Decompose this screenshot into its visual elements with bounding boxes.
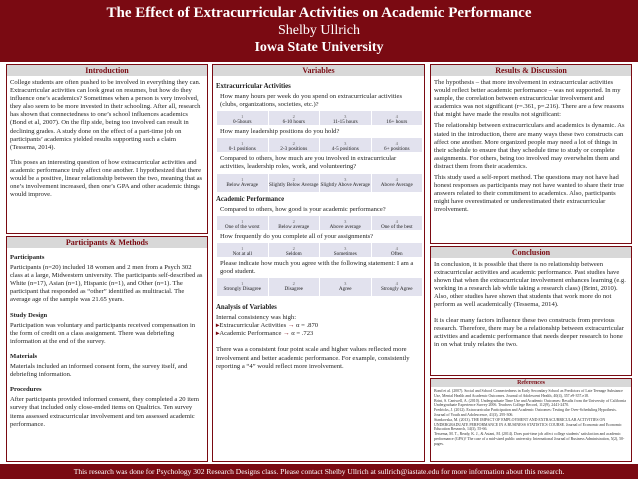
results-paragraph-1: The hypothesis – that more involvement in extracurricular activities would reflect better academic performance – was not supported. In my sample, the correlation between extracurricular involvement and academics was not significant (r=.361, p=.216). There are a few reasons that might have made the results not significant:	[434, 79, 625, 119]
reference-item: Fredricks, J. (2012). Extracurricular Participation and Academic Outcomes: Testing the Over-Scheduling Hypothesis. Journal of Youth and Adolescence, 41(3), 295-306.	[434, 408, 617, 417]
results-body	[431, 76, 631, 225]
introduction-paragraph-1: College students are often pushed to be involved in everything they can. Extracurricular activities can look great on resumes, but how do they influence one’s academics? Sometimes when a person is very involved, they also seem to be more invested in their schooling. After all, research has shown that connectedness to one’s school influences academics (Bond et al, 2007). On the flip side, being too involved can result in declining grades. A study done on the effect of a part-time job on participants’ academics yielded results supporting such a claim (Tessema, 2014).	[10, 79, 201, 151]
references-body	[431, 387, 631, 449]
conclusion-heading: Conclusion	[431, 247, 631, 258]
scale-good-student	[216, 278, 422, 296]
arrow-right-icon: →	[283, 330, 290, 338]
conclusion-body	[431, 258, 631, 359]
materials-text: Materials included an informed consent form, the survey itself, and debriefing information.	[10, 363, 188, 379]
bullet-icon: ▸	[216, 322, 220, 330]
references-heading: References	[431, 379, 631, 387]
reference-item: Tessema, M. T., Ready, K. J., & Astani, M. (2014). Does part-time job affect college students’ satisfaction and academic performance (GPA)? The case of a mid-sized public university. International Journal of Business Administration, 5(2), 50-pages.	[434, 432, 625, 446]
methods-body	[7, 248, 207, 439]
scale-option: 4 One of the best	[371, 216, 423, 230]
procedures-text: After participants provided informed consent, they completed a 20 item survey that included only close-ended items on Qualtrics. Ten survey items assessed extracurricular involvement and ten assessed academic performance.	[10, 396, 199, 428]
reference-item: Stankovska, M. (2013). THE IMPACT OF EMPLOYMENT AND EXTRACURRICULAR ACTIVITIES ON UNDERGRADUATE PERFORMANCE IN A BUSINESS STATISTICS COURSE. Journal of Economic and Economic Education Research, 14(3), 55-66.	[434, 417, 622, 432]
analysis-line-3: ▸Academic Performance → α = .723	[216, 330, 314, 338]
results-box	[430, 64, 632, 244]
question-hours: How many hours per week do you spend on extracurricular activities (clubs, organizations, societies, etc.)?	[220, 93, 403, 109]
scale-option: 3 4-5 positions	[319, 138, 371, 152]
scale-option: 4 16+ hours	[371, 111, 423, 125]
methods-box	[6, 236, 208, 462]
scale-option: 4 Above Average	[371, 174, 423, 192]
introduction-heading: Introduction	[7, 65, 207, 76]
scale-option: 1 0-1 positions	[216, 138, 268, 152]
scale-option: 3 Above average	[319, 216, 371, 230]
scale-leadership	[216, 138, 422, 152]
results-heading: Results & Discussion	[431, 65, 631, 76]
scale-option: 3 Slightly Above Average	[319, 174, 371, 192]
scale-option: 3 Sometimes	[319, 243, 371, 257]
alpha-extracurricular: α = .870	[296, 322, 319, 330]
poster-header	[0, 0, 638, 62]
conclusion-paragraph-1: In conclusion, it is possible that there is no relationship between extracurricular activities and academic performance. Past studies have shown that when the extracurricular involvement enhances learning (e.g. working in a research lab while taking a research class) (Brint, 2010). Also, other studies have shown that students that work more do not perform as well academically (Tessema, 2014).	[434, 261, 626, 309]
scale-option: 1 Strongly Disagree	[216, 278, 268, 296]
alpha-academic: α = .723	[291, 330, 314, 338]
scale-option: 1 One of the worst	[216, 216, 268, 230]
introduction-paragraph-2: This poses an interesting question of how extracurricular activities and academic performance truly affect one another. I hypothesized that there would be a positive, linear relationship between the two, meaning that as one’s involvement increased, then one’s GPA and other academic things would improve.	[10, 158, 203, 199]
reference-item: Brint, S. Cantwell, A. (2010). Undergraduate Time Use and Academic Outcomes: Results from the University of California Undergraduate Experience Survey 2006. Teachers College Record, 112(9), 2441-2470.	[434, 398, 626, 408]
participants-heading: Participants	[10, 254, 45, 261]
reference-item: Bond et al. (2007). Social and School Connectedness in Early Secondary School as Predictors of Late Teenage Substance Use, Mental Health and Academic Outcomes. Journal of Adolescent Health, 40(4), 357.e9-357.e18.	[434, 389, 623, 398]
question-assignments: How frequently do you complete all of your assignments?	[220, 232, 374, 240]
scale-option: 4 6+ positions	[371, 138, 423, 152]
author-name: Shelby Ullrich	[277, 23, 361, 38]
variables-box	[212, 64, 425, 462]
scale-option: 3 Agree	[319, 278, 371, 296]
methods-heading: Participants & Methods	[7, 237, 207, 248]
scale-option: 2 6-10 hours	[268, 111, 320, 125]
scale-option: 2 2-3 positions	[268, 138, 320, 152]
question-compared: Compared to others, how good is your academic performance?	[220, 205, 386, 213]
study-design-heading: Study Design	[10, 311, 48, 319]
scale-option: 1 Not at all	[216, 243, 268, 257]
bullet-icon: ▸	[216, 330, 220, 338]
materials-heading: Materials	[10, 352, 38, 360]
scale-compared	[216, 216, 422, 230]
analysis-heading: Analysis of Variables	[216, 304, 277, 312]
procedures-heading: Procedures	[10, 386, 42, 394]
academic-performance-heading: Academic Performance	[216, 195, 285, 203]
question-good-student: Please indicate how much you agree with the following statement: I am a good student.	[220, 259, 414, 275]
references-box	[430, 378, 632, 462]
participants-text: Participants (n=20) included 18 women and 2 men from a Psych 302 class at a large, Midwestern university. The participants self-described as White (n=17), Asian (n=1), Hispanic (n=1), and Other (n=1). The participant that responded as “other” identified as multiracial. The average age of the sample was 21.65 years.	[10, 264, 203, 304]
university-name: Iowa State University	[254, 40, 384, 55]
scale-option: 1 0-5hours	[216, 111, 268, 125]
variables-heading: Variables	[213, 65, 424, 76]
scale-option: 3 11-15 hours	[319, 111, 371, 125]
question-involvement: Compared to others, how much are you involved in extracurricular activities, leadership roles, work, and volunteering?	[220, 155, 397, 171]
extracurricular-heading: Extracurricular Activities	[216, 83, 291, 90]
variables-body	[213, 76, 424, 381]
results-paragraph-2: The relationship between extracurriculars and academics is dynamic. As stated in the introduction, there are many ways these two constructs can affect one another. More organized people may need a lot of things in their schedule to ensure that they schedule time to study or complete assignments. For others, being too involved may overwhelm them and distract them from their academics.	[434, 122, 625, 170]
scale-hours	[216, 111, 422, 125]
arrow-right-icon: →	[287, 322, 295, 330]
scale-option: 4 Often	[371, 243, 423, 257]
conclusion-paragraph-2: It is clear many factors influence these two constructs from previous research. Therefore, there may be a relationship between extracurricular activities and academic performance that needs deeper research to hone in on what truly relates the two.	[434, 316, 624, 348]
scale-option: 1 Below Average	[216, 174, 268, 192]
analysis-line-2: ▸Extracurricular Activities → α = .870	[216, 322, 319, 330]
scale-assignments	[216, 243, 422, 257]
poster-footer: This research was done for Psychology 302 Research Designs class. Please contact Shelby Ullrich at sullrich@iastate.edu for more information about this research.	[0, 464, 638, 479]
scale-option: 4 Strongly Agree	[371, 278, 423, 296]
study-design-text: Participation was voluntary and participants received compensation in the form of credit on a class assignment. There was debriefing information at the end of the survey.	[10, 321, 196, 345]
poster-title: The Effect of Extracurricular Activities on Academic Performance	[106, 5, 532, 21]
analysis-line-1: Internal consistency was high:	[216, 314, 297, 322]
introduction-box	[6, 64, 208, 234]
question-leadership: How many leadership positions do you hold?	[220, 128, 340, 136]
scale-involvement	[216, 174, 422, 192]
conclusion-box	[430, 246, 632, 376]
scale-option: 2 Below average	[268, 216, 320, 230]
scale-option: 2 Disagree	[268, 278, 320, 296]
scale-option: 2 Slightly Below Average	[268, 174, 320, 192]
introduction-body	[7, 76, 207, 209]
analysis-text: There was a consistent four point scale and higher values reflected more involvement and better academic performance. For example, consistently reporting a “4” would reflect more involvement.	[216, 346, 410, 370]
scale-option: 2 Seldom	[268, 243, 320, 257]
results-paragraph-3: This study used a self-report method. The questions may not have had honest responses as participants may not have wanted to share their true answers related to their commitment to academics. Also, participants might have overestimated or underestimated their extracurricular involvement.	[434, 174, 624, 214]
